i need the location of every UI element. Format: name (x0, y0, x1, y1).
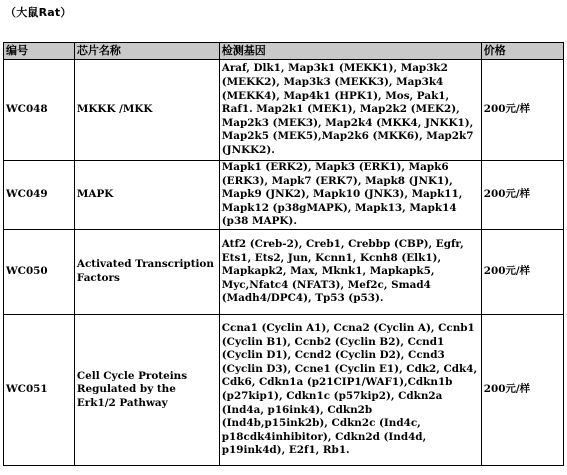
header-code: 编号 (4, 43, 75, 60)
header-chip-name: 芯片名称 (74, 43, 219, 60)
header-price: 价格 (481, 43, 563, 60)
cell-genes: Mapk1 (ERK2), Mapk3 (ERK1), Mapk6 (ERK3), Mapk7 (ERK7), Mapk8 (JNK1), Mapk9 (JNK2), Mapk10 (JNK3), Mapk11, Mapk12 (p38gMAPK), Mapk13, Mapk14 (p38 MAPK). (219, 161, 481, 230)
cell-price: 200元/样 (481, 314, 563, 465)
cell-price: 200元/样 (481, 161, 563, 230)
header-genes: 检测基因 (219, 43, 481, 60)
cell-genes: Ccna1 (Cyclin A1), Ccna2 (Cyclin A), Ccnb1 (Cyclin B1), Ccnb2 (Cyclin B2), Ccnd1 (Cyclin D1), Ccnd2 (Cyclin D2), Ccnd3 (Cyclin D3), Ccne1 (Cyclin E1), Cdk2, Cdk4, Cdk6, Cdkn1a (p21CIP1/WAF1),Cdkn1b (p27kip1), Cdkn1c (p57kip2), Cdkn2a (Ind4a, p16ink4), Cdkn2b (Ind4b,p15ink2b), Cdkn2c (Ind4c, p18cdk4inhibitor), Cdkn2d (Ind4d, p19ink4d), E2f1, Rb1. (219, 314, 481, 465)
table-row (4, 161, 564, 230)
gene-chip-table (3, 42, 564, 466)
cell-genes: Araf, Dlk1, Map3k1 (MEKK1), Map3k2 (MEKK2), Map3k3 (MEKK3), Map3k4 (MEKK4), Map4k1 (HPK1), Mos, Pak1, Raf1. Map2k1 (MEK1), Map2k2 (MEK2), Map2k3 (MEK3), Map2k4 (MKK4, JNKK1), Map2k5 (MEK5),Map2k6 (MKK6), Map2k7 (JNKK2). (219, 60, 481, 161)
cell-price: 200元/样 (481, 60, 563, 161)
cell-chip-name: Cell Cycle Proteins Regulated by the Erk1/2 Pathway (74, 314, 219, 465)
cell-code: WC049 (4, 161, 75, 230)
table-row (4, 60, 564, 161)
cell-code: WC051 (4, 314, 75, 465)
cell-chip-name: Activated Transcription Factors (74, 229, 219, 314)
table-header-row (4, 43, 564, 60)
table-row (4, 314, 564, 465)
cell-code: WC050 (4, 229, 75, 314)
cell-genes: Atf2 (Creb-2), Creb1, Crebbp (CBP), Egfr, Ets1, Ets2, Jun, Kcnn1, Kcnh8 (Elk1), Mapkapk2, Max, Mknk1, Mapkapk5, Myc,Nfatc4 (NFAT3), Mef2c, Smad4 (Madh4/DPC4), Tp53 (p53). (219, 229, 481, 314)
cell-price: 200元/样 (481, 229, 563, 314)
table-row (4, 229, 564, 314)
cell-code: WC048 (4, 60, 75, 161)
cell-chip-name: MKKK /MKK (74, 60, 219, 161)
page-caption: （大鼠Rat） (5, 6, 72, 19)
cell-chip-name: MAPK (74, 161, 219, 230)
